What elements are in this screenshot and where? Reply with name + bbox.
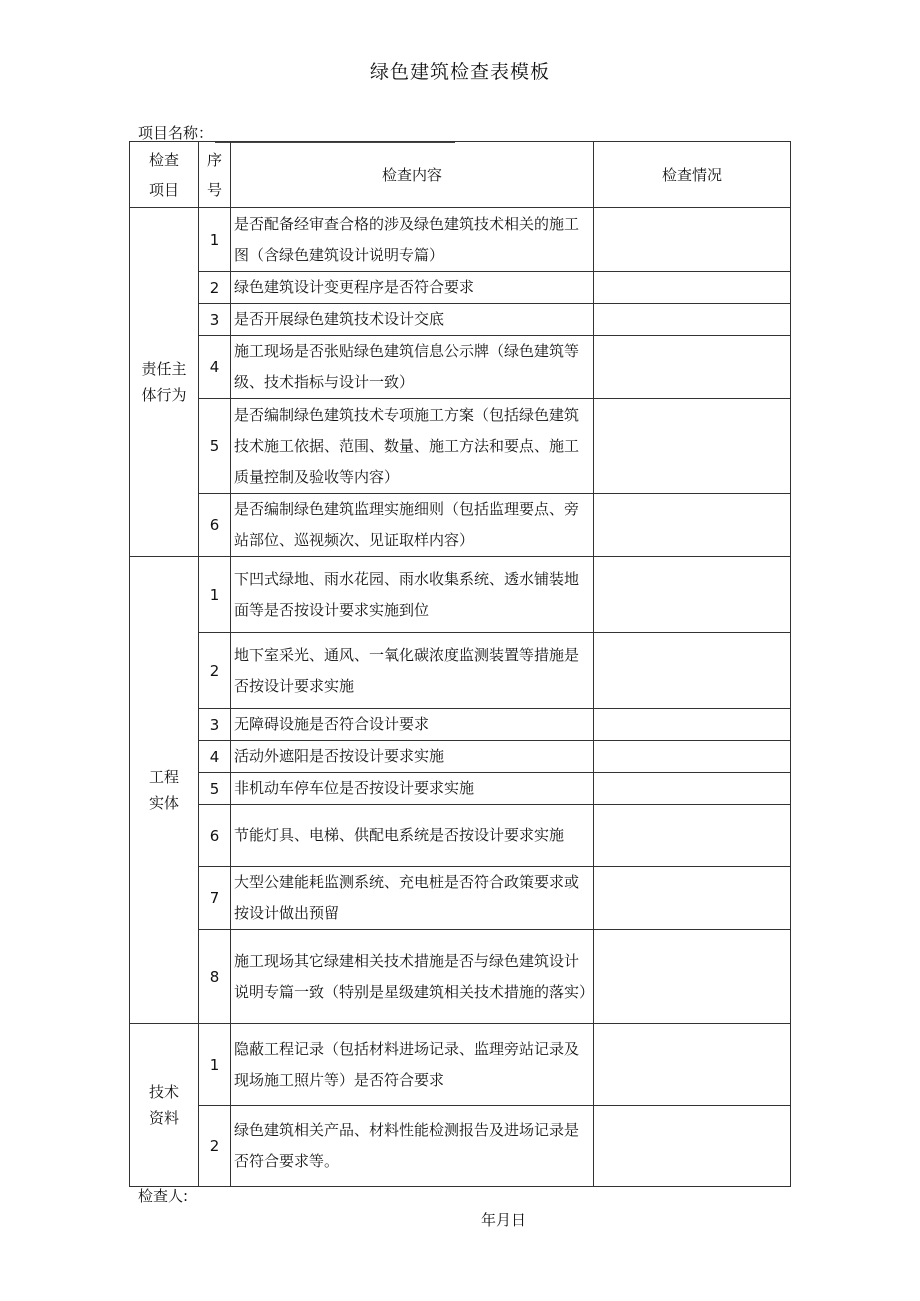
item-content: 施工现场是否张贴绿色建筑信息公示牌（绿色建筑等级、技术指标与设计一致） [231,336,594,399]
category-line1: 工程 [148,768,179,786]
header-content: 检查内容 [231,142,594,208]
inspection-table [129,141,791,1187]
item-content: 是否开展绿色建筑技术设计交底 [231,304,594,336]
item-number: 3 [199,709,231,741]
table-row [130,867,791,930]
status-cell[interactable] [594,633,791,709]
status-cell[interactable] [594,557,791,633]
item-content: 大型公建能耗监测系统、充电桩是否符合政策要求或按设计做出预留 [231,867,594,930]
item-content: 绿色建筑设计变更程序是否符合要求 [231,272,594,304]
status-cell[interactable] [594,805,791,867]
table-row [130,208,791,272]
item-number: 2 [199,1106,231,1187]
header-status: 检查情况 [594,142,791,208]
table-row [130,930,791,1024]
status-cell[interactable] [594,208,791,272]
item-number: 4 [199,741,231,773]
status-cell[interactable] [594,494,791,557]
page-title: 绿色建筑检查表模板 [369,61,550,83]
status-cell[interactable] [594,867,791,930]
category-line2: 体行为 [141,386,187,404]
item-content: 地下室采光、通风、一氧化碳浓度监测装置等措施是否按设计要求实施 [231,633,594,709]
header-number [199,142,231,208]
table-row [130,557,791,633]
item-content: 施工现场其它绿建相关技术措施是否与绿色建筑设计说明专篇一致（特别是星级建筑相关技术措施的落实） [231,930,594,1024]
header-category-line1: 检查 [148,150,179,169]
table-row [130,773,791,805]
table-row [130,336,791,399]
item-number: 8 [199,930,231,1024]
project-name-line [138,122,455,143]
status-cell[interactable] [594,930,791,1024]
item-content: 是否编制绿色建筑技术专项施工方案（包括绿色建筑技术施工依据、范围、数量、施工方法和要点、施工质量控制及验收等内容） [231,399,594,494]
item-number: 7 [199,867,231,930]
category-line2: 资料 [148,1109,179,1127]
item-content: 下凹式绿地、雨水花园、雨水收集系统、透水铺装地面等是否按设计要求实施到位 [231,557,594,633]
status-cell[interactable] [594,709,791,741]
table-row [130,633,791,709]
status-cell[interactable] [594,741,791,773]
item-number: 6 [199,494,231,557]
status-cell[interactable] [594,1106,791,1187]
header-number-line2: 号 [206,180,222,199]
item-number: 2 [199,272,231,304]
date-label: 年月日 [481,1211,527,1229]
item-content: 是否编制绿色建筑监理实施细则（包括监理要点、旁站部位、巡视频次、见证取样内容） [231,494,594,557]
table-row [130,709,791,741]
item-number: 4 [199,336,231,399]
table-row [130,1024,791,1106]
item-content: 节能灯具、电梯、供配电系统是否按设计要求实施 [231,805,594,867]
item-number: 3 [199,304,231,336]
item-content: 活动外遮阳是否按设计要求实施 [231,741,594,773]
table-header-row [130,142,791,208]
header-category-line2: 项目 [148,180,179,199]
table-row [130,1106,791,1187]
table-row [130,494,791,557]
status-cell[interactable] [594,1024,791,1106]
table-row [130,304,791,336]
status-cell[interactable] [594,336,791,399]
item-number: 1 [199,208,231,272]
item-number: 2 [199,633,231,709]
status-cell[interactable] [594,773,791,805]
table-row [130,399,791,494]
category-line2: 实体 [148,794,179,812]
item-number: 5 [199,773,231,805]
project-name-label: 项目名称： [138,124,214,142]
item-content: 绿色建筑相关产品、材料性能检测报告及进场记录是否符合要求等。 [231,1106,594,1187]
status-cell[interactable] [594,304,791,336]
header-category [130,142,199,208]
category-cell [130,557,199,1024]
table-row [130,805,791,867]
category-line1: 责任主 [141,360,187,378]
category-cell [130,208,199,557]
item-content: 隐蔽工程记录（包括材料进场记录、监理旁站记录及现场施工照片等）是否符合要求 [231,1024,594,1106]
category-cell [130,1024,199,1187]
category-line1: 技术 [148,1083,179,1101]
item-number: 1 [199,557,231,633]
status-cell[interactable] [594,272,791,304]
checker-label: 检查人: [138,1187,189,1205]
item-content: 无障碍设施是否符合设计要求 [231,709,594,741]
item-number: 5 [199,399,231,494]
table-row [130,741,791,773]
status-cell[interactable] [594,399,791,494]
item-content: 是否配备经审查合格的涉及绿色建筑技术相关的施工图（含绿色建筑设计说明专篇） [231,208,594,272]
table-row [130,272,791,304]
item-number: 6 [199,805,231,867]
item-content: 非机动车停车位是否按设计要求实施 [231,773,594,805]
item-number: 1 [199,1024,231,1106]
header-number-line1: 序 [206,150,222,169]
